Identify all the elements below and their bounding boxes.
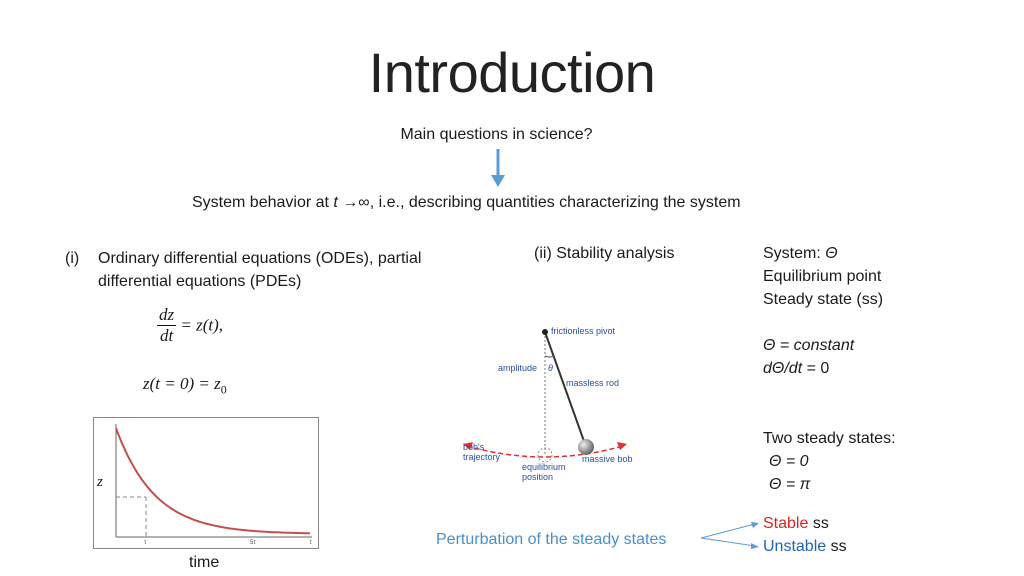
tick-tau: τ xyxy=(144,540,147,546)
label-trajectory-2: trajectory xyxy=(463,452,501,462)
massless-rod xyxy=(545,332,585,444)
initial-condition-equation xyxy=(143,374,227,397)
perturbation-text: Perturbation of the steady states xyxy=(436,531,667,548)
derivative-expression: dΘ/dt xyxy=(763,360,803,377)
label-equilibrium-1: equilibrium xyxy=(522,462,566,472)
label-theta: θ xyxy=(548,363,553,373)
tick-5tau: 5τ xyxy=(250,540,256,546)
behavior-t: t xyxy=(333,194,338,211)
two-steady-states xyxy=(763,427,896,496)
arrow-to-unstable-head-icon xyxy=(751,543,759,549)
derivative-line xyxy=(763,357,883,380)
arrow-to-stable-head-icon xyxy=(751,522,759,528)
fraction-denominator: dt xyxy=(159,326,174,345)
derivative-value: = 0 xyxy=(802,360,830,377)
label-trajectory-1: bob's xyxy=(463,442,485,452)
equilibrium-point-line: Equilibrium point xyxy=(763,268,882,285)
steady-state-zero: Θ = 0 xyxy=(769,453,809,470)
behavior-arrow-infinity: →∞ xyxy=(337,194,370,211)
tick-t: t xyxy=(310,540,312,546)
perturbation-arrows xyxy=(699,514,765,554)
stable-word: Stable xyxy=(763,515,809,532)
steady-state-pi: Θ = π xyxy=(769,476,811,493)
section-ii-label: (ii) Stability analysis xyxy=(534,245,675,262)
decay-plot-svg xyxy=(94,418,318,548)
plot-xlabel: time xyxy=(189,554,220,571)
label-amplitude: amplitude xyxy=(498,363,538,373)
decay-curve xyxy=(116,428,310,533)
behavior-suffix: , i.e., describing quantities characterizing the system xyxy=(369,194,741,211)
unstable-word: Unstable xyxy=(763,538,827,555)
initial-condition: z(t = 0) = z xyxy=(143,374,221,393)
section-i-line1: Ordinary differential equations (ODEs), partial xyxy=(98,250,422,267)
system-behavior-text xyxy=(192,191,741,214)
section-i-marker: (i) xyxy=(65,250,80,267)
unstable-line xyxy=(763,535,847,558)
two-steady-states-heading: Two steady states: xyxy=(763,430,896,447)
system-prefix: System: xyxy=(763,245,826,262)
behavior-prefix: System behavior at xyxy=(192,194,334,211)
stability-results xyxy=(763,512,847,558)
ode-equation xyxy=(157,305,223,346)
theta-constant-line: Θ = constant xyxy=(763,337,855,354)
decay-plot xyxy=(93,417,319,549)
plot-ylabel: z xyxy=(97,474,103,490)
stable-line xyxy=(763,512,847,535)
equilibrium-bob-outline xyxy=(538,448,552,462)
initial-condition-subscript: 0 xyxy=(220,382,227,397)
label-frictionless-pivot: frictionless pivot xyxy=(551,326,616,336)
main-question: Main questions in science? xyxy=(400,126,593,143)
label-massless-rod: massless rod xyxy=(566,378,620,388)
section-i-text xyxy=(98,247,421,293)
unstable-ss: ss xyxy=(826,538,847,555)
ode-rhs: = z(t), xyxy=(180,315,224,335)
theta-arc xyxy=(545,356,554,357)
label-massive-bob: massive bob xyxy=(582,454,633,464)
page-title: Introduction xyxy=(368,41,656,104)
section-i-line2: differential equations (PDEs) xyxy=(98,273,302,290)
arrow-to-unstable xyxy=(701,538,755,546)
steady-state-line: Steady state (ss) xyxy=(763,291,884,308)
pivot-point xyxy=(542,329,548,335)
trajectory-right-arrow-icon xyxy=(617,442,627,450)
derivative-fraction xyxy=(157,305,176,346)
fraction-numerator: dz xyxy=(159,305,175,324)
pendulum-diagram xyxy=(455,318,655,490)
massive-bob xyxy=(578,439,594,455)
system-info xyxy=(763,242,883,380)
system-symbol: Θ xyxy=(825,245,838,262)
arrow-to-stable xyxy=(701,524,755,538)
down-arrow-icon xyxy=(488,147,508,189)
stable-ss: ss xyxy=(808,515,829,532)
system-line xyxy=(763,242,883,265)
label-equilibrium-2: position xyxy=(522,472,554,482)
